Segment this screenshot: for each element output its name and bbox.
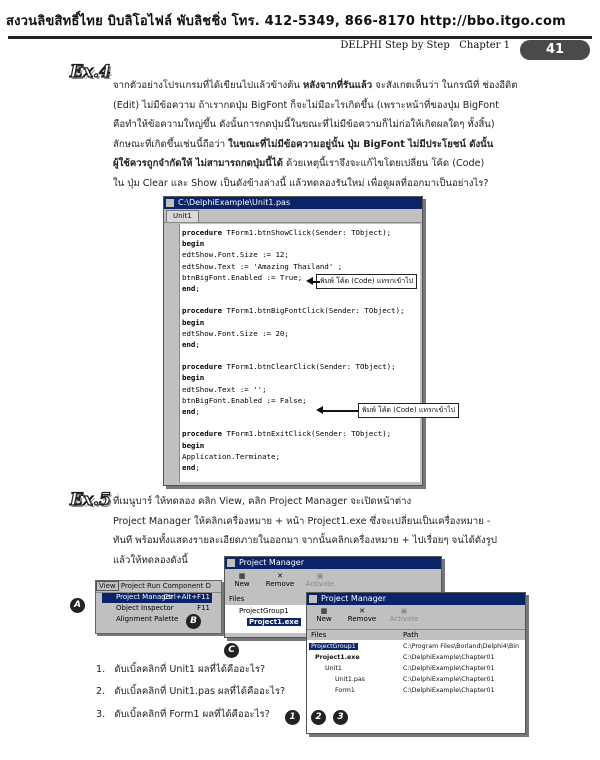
code-window-title: C:\DelphiExample\Unit1.pas bbox=[178, 198, 291, 207]
ex4-line: (Edit) ไม่มีข้อความ ถ้าเรากดปุ่ม BigFont ก็จะไม่มีอะไรเกิดขึ้น (เพราะหน้าที่ของปุ่ม BigFont bbox=[113, 99, 500, 111]
code-window-titlebar[interactable] bbox=[164, 197, 422, 209]
code-line: procedure TForm1.btnBigFontClick(Sender: TObject); bbox=[182, 306, 405, 316]
pm-back-files-header: Files bbox=[229, 595, 245, 603]
code-line: btnBigFont.Enabled := False; bbox=[182, 395, 307, 405]
col-files[interactable]: Files bbox=[311, 631, 327, 639]
pm-row-name: Unit1.pas bbox=[335, 676, 365, 683]
code-line: edtShow.Font.Size := 20; bbox=[182, 328, 289, 338]
menu-bar bbox=[96, 581, 221, 593]
code-line: begin bbox=[182, 239, 205, 249]
pm-front-toolbar bbox=[307, 605, 525, 629]
code-line: end; bbox=[182, 339, 200, 349]
pm-row[interactable] bbox=[307, 676, 523, 686]
code-line bbox=[182, 350, 418, 361]
header-rule bbox=[8, 36, 592, 39]
marker-1: 1 bbox=[285, 710, 300, 725]
code-line: end; bbox=[182, 407, 200, 416]
code-callout-1: พิมพ์ โค้ด (Code) แทรกเข้าไป bbox=[316, 274, 417, 289]
code-line: begin bbox=[182, 373, 205, 383]
menu-d[interactable]: D bbox=[205, 582, 211, 590]
arrow-head bbox=[316, 406, 323, 414]
code-line bbox=[182, 417, 418, 428]
ex4-line: ลักษณะที่เกิดขึ้นเช่นนี้ถือว่า ในขณะที่ไม่มีข้อความอยู่นั้น ปุ่ม BigFont ไม่มีประโยชน์ ดังนั้น bbox=[113, 138, 494, 150]
pm-icon bbox=[309, 595, 317, 603]
view-menu-screenshot bbox=[95, 580, 222, 634]
pm-row-path: C:\DelphiExample\Chapter01 bbox=[403, 665, 495, 672]
code-callout-2: พิมพ์ โค้ด (Code) แทรกเข้าไป bbox=[358, 403, 459, 418]
pm-back-project1[interactable]: Project1.exe bbox=[249, 618, 299, 626]
pm-row-name: Unit1 bbox=[325, 665, 342, 672]
menu-item-object-inspector[interactable]: Object Inspector F11 bbox=[116, 604, 210, 612]
marker-a: A bbox=[70, 598, 85, 613]
pm-front-activate-button[interactable]: ▣ Activate bbox=[389, 607, 419, 623]
code-line: procedure TForm1.btnExitClick(Sender: TObject); bbox=[182, 429, 392, 439]
ex5-line: Project Manager ให้คลิกเครื่องหมาย + หน้า Project1.exe ซึ่งจะเปลี่ยนเป็นเครื่องหมาย - bbox=[113, 515, 491, 527]
ex5-line: ทันที พร้อมทั้งแสดงรายละเอียดภายในออกมา จากนั้นคลิกเครื่องหมาย + ไปเรื่อยๆ จนได้ดังรูป bbox=[113, 535, 497, 546]
ex5-badge: Ex.5 bbox=[70, 490, 111, 510]
ex4-line: ใน ปุ่ม Clear และ Show เป็นดังข้างล่างนี้ แล้วทดลองรันใหม่ เพื่อดูผลที่ออกมาเป็นอย่างไร? bbox=[113, 177, 489, 189]
code-line: edtShow.Text := 'Amazing Thailand' ; bbox=[182, 261, 343, 271]
marker-2: 2 bbox=[311, 710, 326, 725]
pm-row[interactable] bbox=[307, 654, 523, 664]
ex5-line: แล้วให้ทดลองดังนี้ bbox=[113, 554, 188, 566]
tab-unit1[interactable]: Unit1 bbox=[166, 210, 199, 222]
pm-row-name: ProjectGroup1 bbox=[311, 643, 356, 650]
menu-view[interactable]: View bbox=[96, 581, 119, 591]
pm-row[interactable] bbox=[307, 665, 523, 675]
menu-item-project-manager[interactable]: Project Manager Ctrl+Alt+F11 bbox=[102, 593, 212, 603]
code-area[interactable] bbox=[179, 224, 420, 482]
ex4-line: จากตัวอย่างโปรแกรมที่ได้เขียนไปแล้วข้างต้น หลังจากที่รันแล้ว จะสังเกตเห็นว่า ในกรณีที่ ช่องอีดิต bbox=[113, 80, 518, 91]
editor-gutter bbox=[166, 224, 178, 482]
pm-front-titlebar[interactable]: Project Manager bbox=[307, 593, 525, 605]
page-header bbox=[0, 0, 600, 58]
question-3: 3. ดับเบิ้ลคลิกที่ Form1 ผลที่ได้คืออะไร? bbox=[96, 709, 270, 720]
arrow-line bbox=[312, 281, 320, 283]
pm-row-path: C:\Program Files\Borland\Delphi4\Bin bbox=[403, 643, 520, 650]
menu-run[interactable]: Run bbox=[147, 582, 161, 590]
code-editor-window bbox=[163, 196, 423, 486]
marker-b: B bbox=[186, 614, 201, 629]
pm-row-name: Project1.exe bbox=[315, 654, 360, 661]
book-title: DELPHI Step by Step bbox=[340, 40, 450, 51]
pm-row[interactable] bbox=[307, 643, 523, 653]
ex4-line: ผู้ใช้ควรถูกจำกัดให้ ไม่สามารถกดปุ่มนี้ได้ ด้วยเหตุนี้เราจึงจะแก้ไขโดยเปลี่ยน โค้ด (Code) bbox=[113, 158, 485, 169]
menu-item-alignment-palette[interactable]: Alignment Palette bbox=[116, 615, 179, 623]
menu-component[interactable]: Component bbox=[162, 582, 204, 590]
pm-back-titlebar[interactable]: Project Manager bbox=[225, 557, 441, 569]
code-line: procedure TForm1.btnClearClick(Sender: TObject); bbox=[182, 362, 396, 372]
pm-back-remove-button[interactable]: ✕ Remove bbox=[265, 572, 295, 588]
arrow-head bbox=[306, 277, 313, 285]
chapter-label: Chapter 1 bbox=[459, 40, 510, 51]
question-1: 1. ดับเบิ้ลคลิกที่ Unit1 ผลที่ได้คืออะไร? bbox=[96, 664, 266, 675]
pm-row[interactable] bbox=[307, 687, 523, 697]
menu-project[interactable]: Project bbox=[120, 582, 145, 590]
pm-front-remove-button[interactable]: ✕ Remove bbox=[347, 607, 377, 623]
marker-c: C bbox=[224, 643, 239, 658]
pm-row-name: Form1 bbox=[335, 687, 355, 694]
code-line: end; bbox=[182, 462, 200, 472]
ex5-line: ที่เมนูบาร์ ให้ทดลอง คลิก View, คลิก Project Manager จะเปิดหน้าต่าง bbox=[113, 496, 412, 507]
pm-row-path: C:\DelphiExample\Chapter01 bbox=[403, 687, 495, 694]
header-top-line: สงวนลิขสิทธิ์ไทย บิบลิโอไฟล์ พับลิชชิ่ง โทร. 412-5349, 866-8170 http://bbo.itgo.com bbox=[6, 14, 566, 29]
pm-back-activate-button[interactable]: ▣ Activate bbox=[305, 572, 335, 588]
code-line: begin bbox=[182, 440, 205, 450]
pm-back-project-group[interactable]: ProjectGroup1 bbox=[239, 607, 289, 615]
marker-3: 3 bbox=[333, 710, 348, 725]
pm-back-new-button[interactable]: ▦ New bbox=[234, 572, 250, 588]
pm-front-new-button[interactable]: ▦ New bbox=[316, 607, 332, 623]
code-line: procedure TForm1.btnShowClick(Sender: TObject); bbox=[182, 228, 392, 237]
code-line: edtShow.Text := ''; bbox=[182, 384, 267, 394]
question-2: 2. ดับเบิ้ลคลิกที่ Unit1.pas ผลที่ได้คืออะไร? bbox=[96, 686, 286, 697]
code-line: btnBigFont.Enabled := True; bbox=[182, 272, 303, 282]
code-line: end; bbox=[182, 283, 200, 293]
ex4-badge: Ex.4 bbox=[70, 62, 111, 82]
pm-front-header bbox=[307, 629, 525, 640]
code-line bbox=[182, 294, 418, 305]
ex4-line: คือทำให้ข้อความใหญ่ขึ้น ดังนั้นการกดปุ่มนี้ในขณะที่ไม่มีข้อความก็ไม่ก่อให้เกิดผลใดๆ ทั้งสิ้น) bbox=[113, 119, 495, 130]
page-number: 41 bbox=[520, 40, 590, 60]
pm-row-path: C:\DelphiExample\Chapter01 bbox=[403, 654, 495, 661]
running-head bbox=[340, 40, 510, 51]
file-icon bbox=[166, 199, 174, 207]
code-line: begin bbox=[182, 317, 205, 327]
col-path[interactable]: Path bbox=[403, 631, 419, 639]
code-line: edtShow.Font.Size := 12; bbox=[182, 250, 289, 260]
pm-icon bbox=[227, 559, 235, 567]
ex4-paragraph bbox=[113, 76, 593, 193]
pm-row-path: C:\DelphiExample\Chapter01 bbox=[403, 676, 495, 683]
arrow-line bbox=[322, 410, 358, 412]
code-line: Application.Terminate; bbox=[182, 451, 280, 461]
